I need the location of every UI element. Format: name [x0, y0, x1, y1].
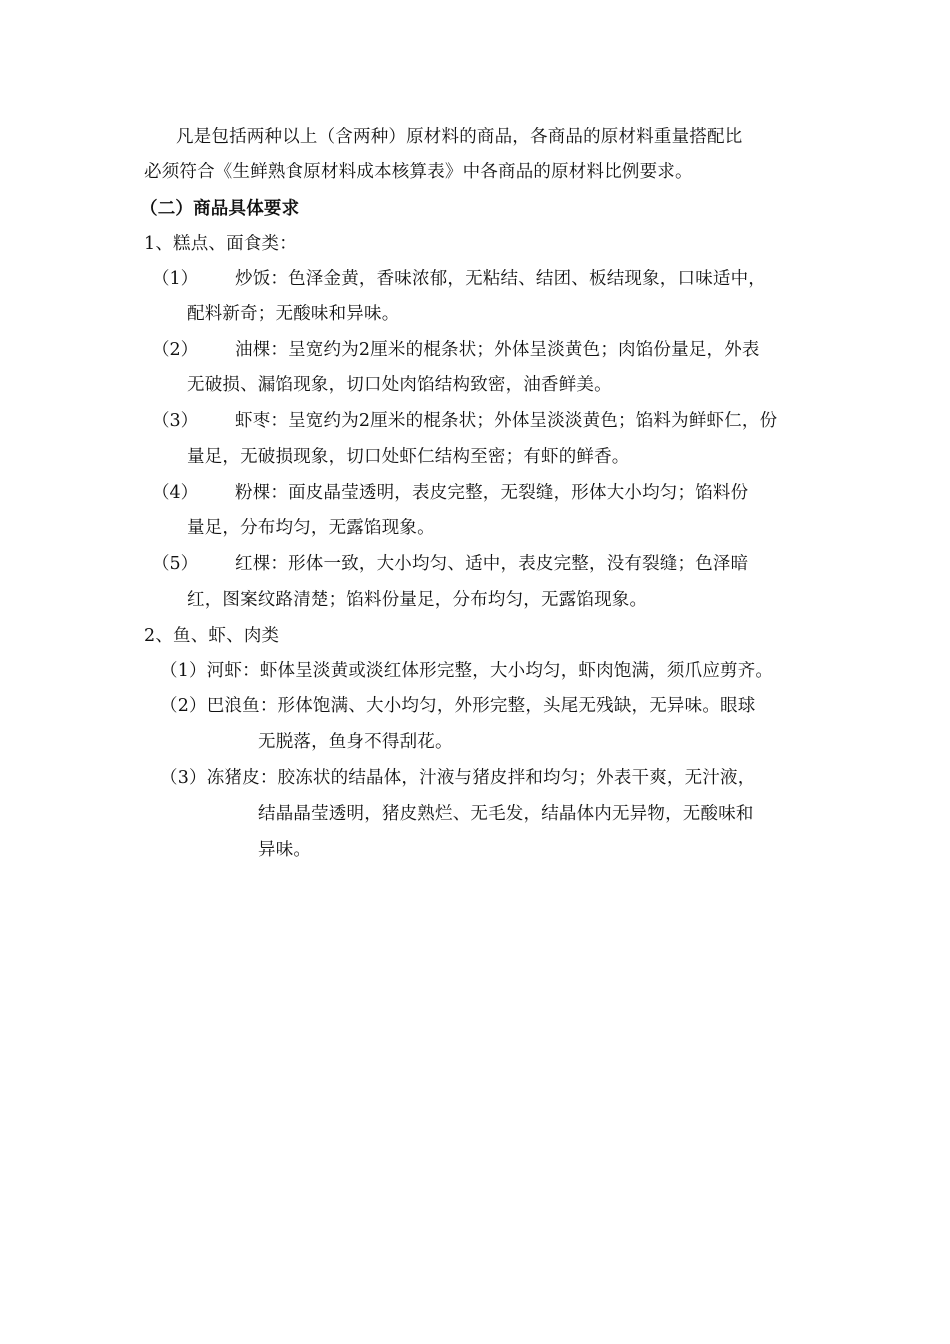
item-number: （2） [152, 340, 199, 360]
item-text-line-2: 配料新奇；无酸味和异味。 [187, 304, 400, 324]
item-text-line-1: 粉棵：面皮晶莹透明，表皮完整，无裂缝，形体大小均匀；馅料份 [235, 483, 749, 503]
intro-line-1: 凡是包括两种以上（含两种）原材料的商品，各商品的原材料重量搭配比 [176, 127, 743, 147]
item-number: （1） [152, 269, 199, 289]
item-text-line-1: 油棵：呈宽约为2厘米的棍条状；外体呈淡黄色；肉馅份量足，外表 [235, 340, 760, 360]
section-heading: （二）商品具体要求 [140, 199, 300, 219]
fish-item-line: （1）河虾：虾体呈淡黄或淡红体形完整，大小均匀，虾肉饱满，须爪应剪齐。 [160, 661, 774, 681]
item-text-line-1: 虾枣：呈宽约为2厘米的棍条状；外体呈淡淡黄色；馅料为鲜虾仁，份 [235, 411, 778, 431]
item-text-line-1: 红棵：形体一致，大小均匀、适中，表皮完整，没有裂缝；色泽暗 [235, 554, 749, 574]
fish-item-line: 无脱落，鱼身不得刮花。 [258, 732, 453, 752]
item-number: （5） [152, 554, 199, 574]
fish-item-line: （2）巴浪鱼：形体饱满、大小均匀，外形完整，头尾无残缺，无异味。眼球 [160, 696, 756, 716]
item-text-line-2: 红，图案纹路清楚；馅料份量足，分布均匀，无露馅现象。 [187, 590, 648, 610]
fish-item-line: 异味。 [258, 840, 312, 860]
fish-item-line: 结晶晶莹透明，猪皮熟烂、无毛发，结晶体内无异物，无酸味和 [258, 804, 754, 824]
category-1-title: 1、糕点、面食类： [144, 234, 297, 254]
fish-item-line: （3）冻猪皮：胶冻状的结晶体，汁液与猪皮拌和均匀；外表干爽，无汁液， [160, 768, 756, 788]
item-text-line-2: 量足，无破损现象，切口处虾仁结构至密；有虾的鲜香。 [187, 447, 630, 467]
item-text-line-1: 炒饭：色泽金黄，香味浓郁，无粘结、结团、板结现象，口味适中， [235, 269, 766, 289]
intro-line-2: 必须符合《生鲜熟食原材料成本核算表》中各商品的原材料比例要求。 [144, 162, 693, 182]
item-text-line-2: 无破损、漏馅现象，切口处肉馅结构致密，油香鲜美。 [187, 375, 612, 395]
item-number: （3） [152, 411, 199, 431]
item-text-line-2: 量足，分布均匀，无露馅现象。 [187, 518, 435, 538]
category-2-title: 2、鱼、虾、肉类 [144, 626, 280, 646]
item-number: （4） [152, 483, 199, 503]
